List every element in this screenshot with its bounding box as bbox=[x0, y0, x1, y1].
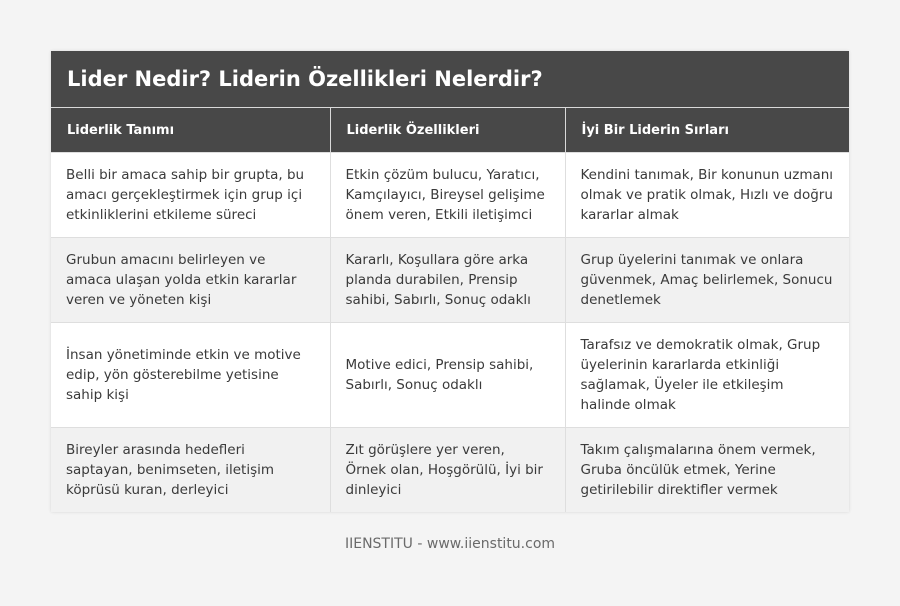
table-cell: Kararlı, Koşullara göre arka planda durabilen, Prensip sahibi, Sabırlı, Sonuç odaklı bbox=[330, 238, 565, 323]
table-cell: Belli bir amaca sahip bir grupta, bu amacı gerçekleştirmek için grup içi etkinliklerini etkileme süreci bbox=[51, 153, 330, 238]
column-header-definition: Liderlik Tanımı bbox=[51, 108, 330, 153]
table-cell: Grubun amacını belirleyen ve amaca ulaşan yolda etkin kararlar veren ve yöneten kişi bbox=[51, 238, 330, 323]
leadership-table bbox=[51, 108, 849, 512]
table-cell: Grup üyelerini tanımak ve onlara güvenmek, Amaç belirlemek, Sonucu denetlemek bbox=[565, 238, 849, 323]
table-row bbox=[51, 428, 849, 513]
table-row bbox=[51, 323, 849, 428]
table-title: Lider Nedir? Liderin Özellikleri Nelerdir? bbox=[51, 51, 849, 108]
table-row bbox=[51, 238, 849, 323]
table-cell: Tarafsız ve demokratik olmak, Grup üyelerinin kararlarda etkinliği sağlamak, Üyeler ile etkileşim halinde olmak bbox=[565, 323, 849, 428]
table-cell: İnsan yönetiminde etkin ve motive edip, yön gösterebilme yetisine sahip kişi bbox=[51, 323, 330, 428]
table-cell: Kendini tanımak, Bir konunun uzmanı olmak ve pratik olmak, Hızlı ve doğru kararlar almak bbox=[565, 153, 849, 238]
table-cell: Takım çalışmalarına önem vermek, Gruba öncülük etmek, Yerine getirilebilir direktifler vermek bbox=[565, 428, 849, 513]
column-header-secrets: İyi Bir Liderin Sırları bbox=[565, 108, 849, 153]
table-cell: Zıt görüşlere yer veren, Örnek olan, Hoşgörülü, İyi bir dinleyici bbox=[330, 428, 565, 513]
table-header-row bbox=[51, 108, 849, 153]
table-cell: Motive edici, Prensip sahibi, Sabırlı, Sonuç odaklı bbox=[330, 323, 565, 428]
column-header-traits: Liderlik Özellikleri bbox=[330, 108, 565, 153]
table-row bbox=[51, 153, 849, 238]
footer-credit: IIENSTITU - www.iienstitu.com bbox=[344, 536, 556, 552]
table-cell: Etkin çözüm bulucu, Yaratıcı, Kamçılayıcı, Bireysel gelişime önem veren, Etkili iletişimci bbox=[330, 153, 565, 238]
leadership-table-card bbox=[51, 51, 849, 512]
table-cell: Bireyler arasında hedefleri saptayan, benimseten, iletişim köprüsü kuran, derleyici bbox=[51, 428, 330, 513]
